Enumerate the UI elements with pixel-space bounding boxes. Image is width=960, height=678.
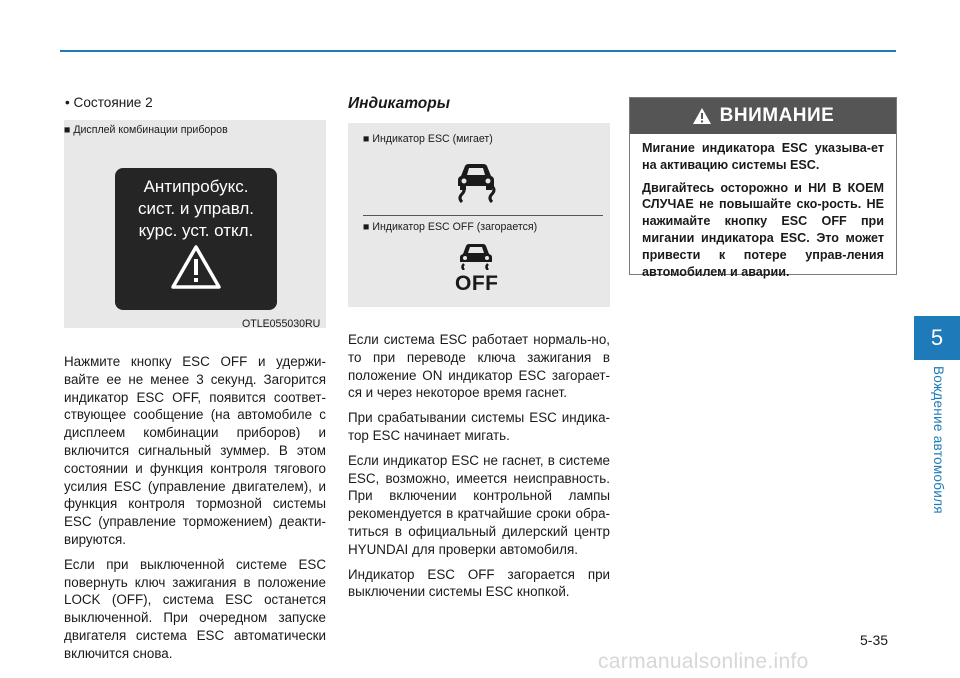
page-number: 5-35 <box>860 632 889 648</box>
section-title: Индикаторы <box>348 95 450 112</box>
paragraph: Нажмите кнопку ESC OFF и удержи-вайте ее не менее 3 секунд. Загорится индикатор ESC OFF, появится соответ-ствующее сообщение (на автомобиле с дисплеем комбинации приборов) и включится сигнальный зуммер. В этом состоянии и функция контроля тягового усилия ESC (управление двигателем), и функция контроля тормозной системы ESC (управление торможением) деакти-вируются. <box>64 354 326 547</box>
paragraph: Если система ESC работает нормаль-но, то при переводе ключа зажигания в положение ON индикатор ESC загорает-ся и через некоторое время гаснет. <box>348 332 610 401</box>
warning-body <box>630 134 896 280</box>
warning-paragraph: Мигание индикатора ESC указыва-ет на активацию системы ESC. <box>642 141 884 172</box>
state-bullet: • Состояние 2 <box>65 95 153 110</box>
paragraph: Если индикатор ESC не гаснет, в системе ESC, возможно, имеется неисправность. При включении контрольной лампы рекомендуется в кратчайшие сроки обра-титься в официальный дилерский центр HYUNDAI для проверки автомобиля. <box>348 452 610 557</box>
indicator-separator <box>363 215 603 216</box>
indicator1-caption: ■ Индикатор ESC (мигает) <box>363 133 493 145</box>
indicator2-caption: ■ Индикатор ESC OFF (загорается) <box>363 221 538 233</box>
display-line-1: Антипробукс. <box>143 177 249 196</box>
paragraph: При срабатывании системы ESC индика-тор ESC начинает мигать. <box>348 410 610 443</box>
left-text <box>64 353 326 670</box>
cluster-display <box>115 168 277 310</box>
esc-off-car-icon <box>456 242 496 270</box>
warning-paragraph: Двигайтесь осторожно и НИ В КОЕМ СЛУЧАЕ не повышайте ско-рость. НЕ нажимайте кнопку ESC OFF при мигании индикатора ESC. Это может привести к потере управ-ления автомобилем и аварии. <box>642 180 884 279</box>
chapter-title: Вождение автомобиля <box>931 366 946 514</box>
image-code: OTLE055030RU <box>242 318 321 330</box>
esc-skid-car-icon <box>452 160 500 204</box>
header-rule <box>60 50 896 52</box>
warning-triangle-icon <box>170 244 222 290</box>
figure-caption: ■ Дисплей комбинации приборов <box>64 124 228 136</box>
warning-box <box>629 97 897 279</box>
display-line-2: сист. и управл. <box>138 199 254 218</box>
paragraph: Если при выключенной системе ESC повернуть ключ зажигания в положение LOCK (OFF), система ESC останется выключенной. При очередном запуске двигателя система ESC автоматически включится снова. <box>64 556 326 661</box>
warning-triangle-icon <box>692 107 712 125</box>
middle-text <box>348 331 610 608</box>
display-line-3: курс. уст. откл. <box>138 221 254 240</box>
chapter-tab: 5 <box>914 316 960 360</box>
esc-off-label: OFF <box>455 272 499 295</box>
warning-header <box>630 98 896 134</box>
warning-title: ВНИМАНИЕ <box>719 105 835 126</box>
watermark: carmanualsonline.info <box>598 650 809 673</box>
paragraph: Индикатор ESC OFF загорается при выключении системы ESC кнопкой. <box>348 566 610 600</box>
